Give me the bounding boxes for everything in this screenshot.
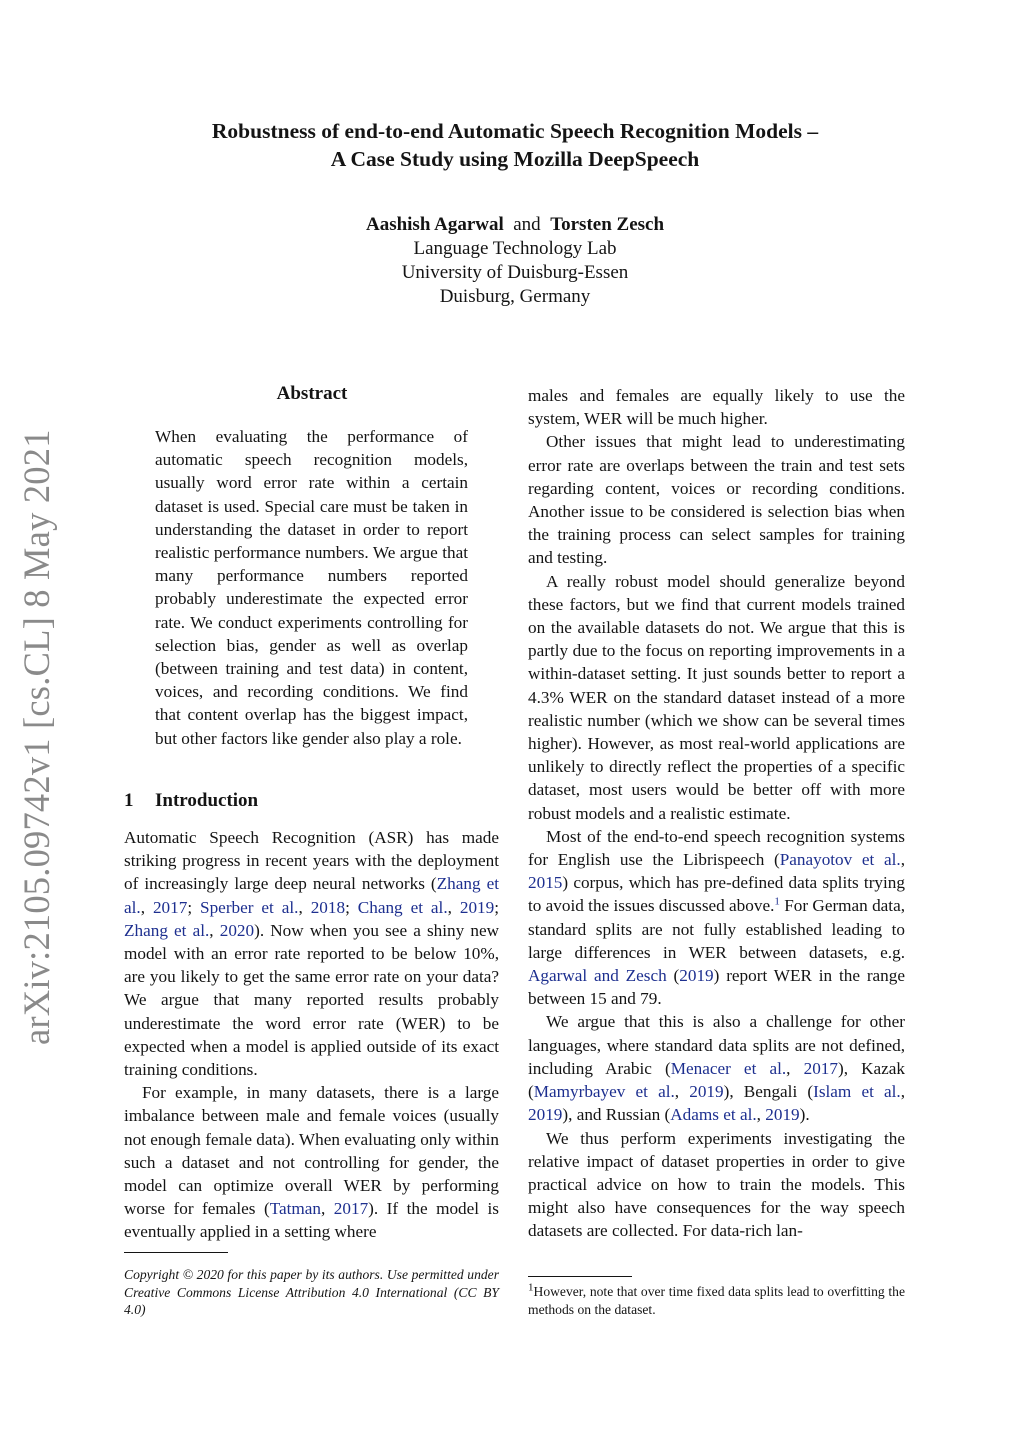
citation-link[interactable]: Islam et al. [813,1082,901,1102]
citation-link[interactable]: Menacer et al. [670,1058,787,1078]
paper-title [100,117,930,173]
citation-link[interactable]: Sperber et al. [200,897,299,917]
citation-year-link[interactable]: 2015 [528,873,563,893]
footnote-1 [528,1283,905,1318]
right-paragraph-5: We argue that this is also a challenge for other languages, where standard data splits are not defined, including Arabic (Menacer et al., 2017), Kazak (Mamyrbayev et al., 2019), Bengali (Islam et al., 2019), and Russian (Adams et al., 2019). [528,1012,905,1125]
left-column-body [124,826,499,1244]
abstract-text [155,425,468,750]
citation-year-link[interactable]: 2017 [803,1058,838,1078]
citation-year-link[interactable]: 2019 [679,966,714,986]
footnote-number: 1 [528,1281,534,1294]
footnote-marker-link[interactable]: 1 [774,895,780,908]
citation-year-link[interactable]: 2017 [333,1199,369,1219]
author-line [100,213,930,237]
right-paragraph-1: males and females are equally likely to use the system, WER will be much higher. [528,386,905,429]
citation-year-link[interactable]: 2019 [459,897,495,917]
right-paragraph-2: Other issues that might lead to underestimating error rate are overlaps between the train and test sets regarding content, voices or recording conditions. Another issue to be considered is selection bias when the training process can select samples for training and testing. [528,432,905,568]
title-line-2: A Case Study using Mozilla DeepSpeech [330,147,700,171]
citation-year-link[interactable]: 2020 [219,920,255,940]
right-column-body [528,384,905,1243]
citation-link[interactable]: Panayotov et al. [779,850,901,870]
section-title: Introduction [155,790,259,811]
right-paragraph-4: Most of the end-to-end speech recognition systems for English use the Librispeech (Panayotov et al., 2015) corpus, which has pre-defined data splits trying to avoid the issues discussed above.$^1$ For German data, standard splits are not fully established leading to large differences in WER between datasets, e.g. Agarwal and Zesch (2019) report WER in the range between 15 and 79. [528,826,905,1009]
citation-link[interactable]: Agarwal and Zesch [528,966,667,986]
abstract-heading: Abstract [276,383,348,404]
citation-link[interactable]: Zhang et al. [124,874,499,917]
footnote-rule-right [528,1276,632,1277]
arxiv-identifier: arXiv:2105.09742v1 [cs.CL] 8 May 2021 [16,429,57,1045]
abstract-paragraph: When evaluating the performance of automatic speech recognition models, usually word error rate within a certain dataset is used. Special care must be taken in understanding the dataset in order to report realistic performance numbers. We argue that many performance numbers reported probably underestimate the expected error rate. We conduct experiments controlling for selection bias, gender as well as overlap (between training and test data) in content, voices, and recording conditions. We find that content overlap has the biggest impact, but other factors like gender also play a role. [155,427,468,748]
author-and: and [513,214,541,235]
affiliation-university: University of Duisburg-Essen [401,262,629,283]
citation-link[interactable]: Chang et al. [357,897,448,917]
citation-link[interactable]: Zhang et al. [124,920,210,940]
section-number: 1 [124,790,134,811]
footnote-rule-left [124,1252,228,1253]
intro-paragraph-2: For example, in many datasets, there is a large imbalance between male and female voices (usually not enough female data). When evaluating only within such a dataset and not controlling for gender, the model can optimize overall WER by performing worse for females (Tatman, 2017). If the model is eventually applied in a setting where [124,1083,499,1242]
copyright-footnote: Copyright © 2020 for this paper by its authors. Use permitted under Creative Commons License Attribution 4.0 International (CC BY 4.0) [124,1267,499,1317]
citation-link[interactable]: Mamyrbayev et al. [533,1082,675,1102]
right-paragraph-6: We thus perform experiments investigating the relative impact of dataset properties in order to give practical advice on how to train the models. This might also have consequences for the way speech datasets are collected. For data-rich lan- [528,1128,905,1241]
author-2: Torsten Zesch [550,214,665,235]
intro-paragraph-1: Automatic Speech Recognition (ASR) has made striking progress in recent years with the deployment of increasingly large deep neural networks (Zhang et al., 2017; Sperber et al., 2018; Chang et al., 2019; Zhang et al., 2020). Now when you see a shiny new model with an error rate reported to be below 10%, are you likely to get the same error rate on your data? We argue that many reported results probably underestimate the word error rate (WER) to be expected when a model is applied outside of its exact training conditions. [124,828,500,1080]
title-line-1: Robustness of end-to-end Automatic Speech Recognition Models – [211,119,819,143]
right-paragraph-3: A really robust model should generalize beyond these factors, but we find that current models trained on the available datasets do not. We argue that this is partly due to the focus on reporting improvements in a within-dataset setting. It just sounds better to report a 4.3% WER on the standard dataset instead of a more realistic number (which we show can be several times higher). However, as most real-world applications are unlikely to directly reflect the properties of a specific dataset, most users would be better off with more robust models and a realistic estimate. [528,571,905,823]
citation-year-link[interactable]: 2018 [310,897,346,917]
affiliation-location: Duisburg, Germany [439,286,591,307]
citation-year-link[interactable]: 2017 [152,897,188,917]
author-block [100,213,930,309]
citation-year-link[interactable]: 2019 [689,1082,724,1102]
citation-year-link[interactable]: 2019 [528,1105,563,1125]
footnote-text: However, note that over time fixed data splits lead to overfitting the methods on the dataset. [528,1284,905,1317]
affiliation-lab: Language Technology Lab [413,238,617,259]
section-heading-introduction [124,790,258,812]
citation-link[interactable]: Adams et al. [670,1105,757,1125]
citation-link[interactable]: Tatman [269,1199,322,1219]
citation-year-link[interactable]: 2019 [765,1105,800,1125]
author-1: Aashish Agarwal [365,214,504,235]
